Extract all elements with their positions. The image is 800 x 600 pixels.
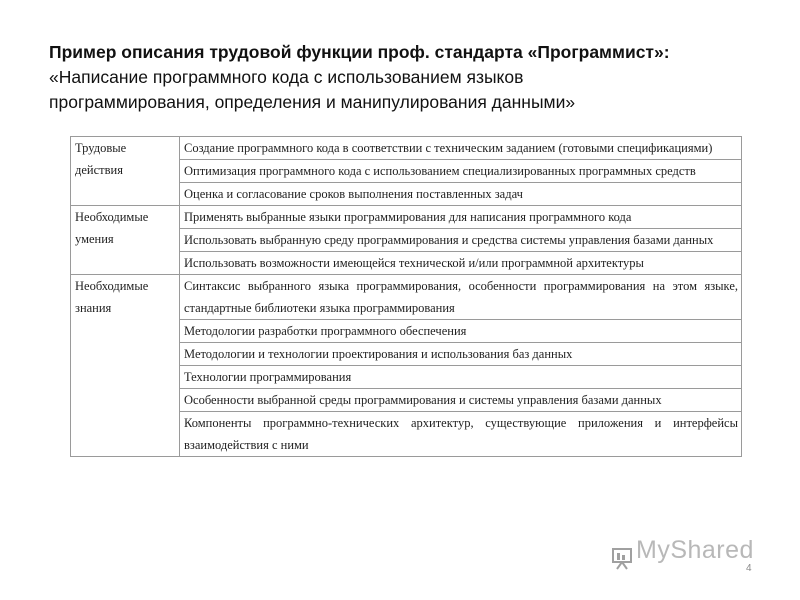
table-cell: Технологии программирования: [180, 366, 742, 389]
table-row: [71, 206, 742, 229]
title-line-3: программирования, определения и манипулирования данными»: [49, 92, 576, 112]
watermark-text: MyShared: [636, 536, 754, 564]
table-cell: Особенности выбранной среды программирования и системы управления базами данных: [180, 389, 742, 412]
table-cell: Компоненты программно-технических архитектур, существующие приложения и интерфейсы взаимодействия с ними: [180, 412, 742, 457]
table-row: [71, 275, 742, 320]
table-cell: Использовать возможности имеющейся технической и/или программной архитектуры: [180, 252, 742, 275]
table-row: [71, 137, 742, 160]
labor-function-table: [70, 136, 742, 457]
table-cell: Применять выбранные языки программирования для написания программного кода: [180, 206, 742, 229]
table-cell: Методологии разработки программного обеспечения: [180, 320, 742, 343]
page-number: 4: [746, 563, 752, 574]
title-line-1: Пример описания трудовой функции проф. стандарта «Программист»:: [49, 42, 670, 62]
presentation-board-icon: [612, 548, 632, 570]
table-cell: Оценка и согласование сроков выполнения поставленных задач: [180, 183, 742, 206]
category-required-skills: Необходимые умения: [71, 206, 180, 275]
table-cell: Методологии и технологии проектирования и использования баз данных: [180, 343, 742, 366]
category-labor-actions: Трудовые действия: [71, 137, 180, 206]
table-cell: Синтаксис выбранного языка программирования, особенности программирования на этом языке, стандартные библиотеки языка программирования: [180, 275, 742, 320]
table-cell: Оптимизация программного кода с использованием специализированных программных средств: [180, 160, 742, 183]
table-cell: Создание программного кода в соответствии с техническим заданием (готовыми спецификациями): [180, 137, 742, 160]
title-line-2: «Написание программного кода с использованием языков: [49, 67, 524, 87]
slide-title: [49, 40, 769, 115]
category-required-knowledge: Необходимые знания: [71, 275, 180, 457]
table-cell: Использовать выбранную среду программирования и средства системы управления базами данных: [180, 229, 742, 252]
